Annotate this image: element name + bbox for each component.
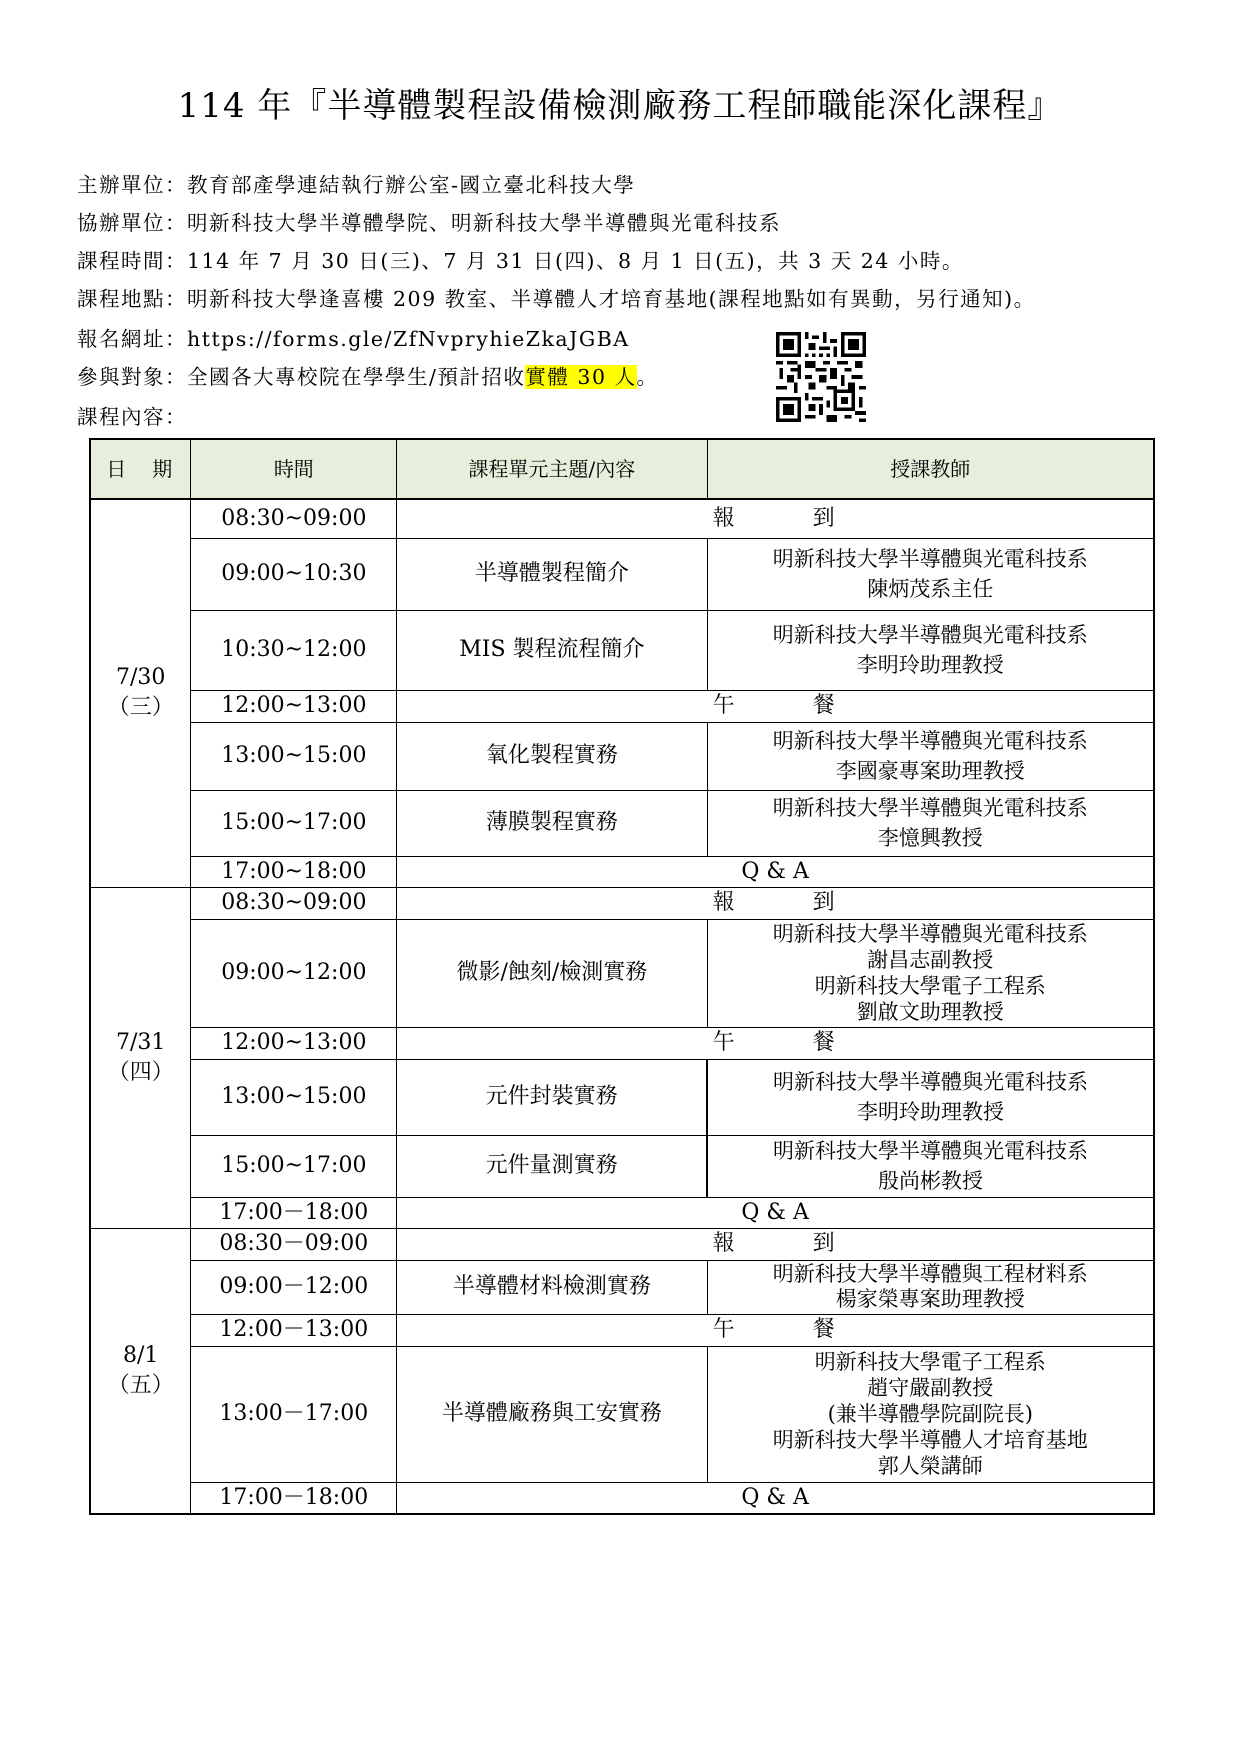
time-cell: 13:00~15:00: [191, 722, 397, 790]
lecturer-cell: [707, 790, 1154, 856]
qa-cell: Q & A: [397, 1482, 1154, 1514]
topic-cell: 半導體廠務與工安實務: [397, 1346, 707, 1482]
topic-cell: 半導體材料檢測實務: [397, 1260, 707, 1314]
time-cell: 12:00－13:00: [191, 1314, 397, 1346]
table-row: [90, 610, 1154, 690]
time-cell: 17:00－18:00: [191, 1197, 397, 1228]
table-row: [90, 1027, 1154, 1059]
lecturer-cell: [707, 610, 1154, 690]
time-cell: 08:30~09:00: [191, 499, 397, 538]
time-cell: 17:00－18:00: [191, 1482, 397, 1514]
topic-cell: 半導體製程簡介: [397, 538, 707, 610]
lecturer-line: 李國豪專案助理教授: [835, 759, 1025, 783]
lecturer-line: 明新科技大學半導體與光電科技系: [772, 796, 1088, 820]
lecturer-line: (兼半導體學院副院長): [827, 1402, 1033, 1426]
lecturer-line: 明新科技大學半導體與光電科技系: [773, 1070, 1089, 1094]
time-cell: 08:30－09:00: [191, 1228, 397, 1260]
topic-cell: 氧化製程實務: [397, 722, 707, 790]
time-cell: 13:00－17:00: [191, 1346, 397, 1482]
lecturer-line: 李憶興教授: [877, 826, 983, 850]
date-cell-day1: [90, 499, 191, 887]
time-cell: 09:00~10:30: [191, 538, 397, 610]
registration-cell: 報 到: [397, 1228, 1154, 1260]
date: 7/31: [116, 1029, 166, 1055]
lecturer-line: 明新科技大學電子工程系: [814, 1350, 1046, 1374]
lecturer-line: 劉啟文助理教授: [856, 1000, 1004, 1024]
topic-cell: MIS 製程流程簡介: [397, 610, 707, 690]
lecturer-line: 明新科技大學半導體與光電科技系: [772, 623, 1088, 647]
lecturer-line: 謝昌志副教授: [867, 948, 994, 972]
table-row: [90, 722, 1154, 790]
lecturer-line: 明新科技大學半導體與工程材料系: [772, 1262, 1088, 1286]
topic-cell: 微影/蝕刻/檢測實務: [397, 919, 707, 1027]
lecturer-line: 郭人榮講師: [877, 1454, 983, 1478]
time-cell: 10:30~12:00: [191, 610, 397, 690]
lunch-cell: 午 餐: [397, 1027, 1154, 1059]
lunch-cell: 午 餐: [397, 1314, 1154, 1346]
page-title: 114 年『半導體製程設備檢測廠務工程師職能深化課程』: [177, 86, 1063, 126]
header-time: 時間: [191, 439, 397, 499]
organizer: 主辦單位：教育部產學連結執行辦公室-國立臺北科技大學: [77, 173, 636, 197]
table-row: [90, 1197, 1154, 1228]
table-row: [90, 538, 1154, 610]
co-organizer: 協辦單位：明新科技大學半導體學院、明新科技大學半導體與光電科技系: [77, 211, 781, 235]
time-cell: 17:00~18:00: [191, 856, 397, 887]
qr-code-icon[interactable]: [776, 332, 866, 422]
course-schedule-table: [89, 438, 1155, 1515]
lecturer-line: 明新科技大學半導體與光電科技系: [773, 1139, 1089, 1163]
topic-cell: 元件量測實務: [397, 1135, 707, 1197]
table-row: [90, 1314, 1154, 1346]
weekday: （四）: [107, 1059, 174, 1085]
time-cell: 15:00~17:00: [191, 790, 397, 856]
lecturer-cell: [707, 1260, 1154, 1314]
time-cell: 12:00~13:00: [191, 690, 397, 722]
table-row: [90, 856, 1154, 887]
lecturer-line: 明新科技大學半導體與光電科技系: [772, 729, 1088, 753]
weekday: （三）: [107, 695, 174, 721]
registration-cell: 報 到: [397, 887, 1154, 919]
registration-url[interactable]: 報名網址：https://forms.gle/ZfNvpryhieZkaJGBA: [77, 327, 630, 351]
lecturer-cell: [707, 1135, 1154, 1197]
date: 8/1: [123, 1342, 159, 1368]
table-row: [90, 919, 1154, 1027]
date: 7/30: [116, 665, 166, 691]
table-row: [90, 1482, 1154, 1514]
table-row: [90, 1260, 1154, 1314]
time-cell: 08:30~09:00: [191, 887, 397, 919]
table-row: [90, 1135, 1154, 1197]
course-time: 課程時間：114 年 7 月 30 日(三)、7 月 31 日(四)、8 月 1 日(五)，共 3 天 24 小時。: [77, 249, 964, 273]
time-cell: 15:00~17:00: [191, 1135, 397, 1197]
table-row: [90, 499, 1154, 538]
lecturer-cell: [707, 1346, 1154, 1482]
registration-cell: 報 到: [397, 499, 1154, 538]
topic-cell: 元件封裝實務: [397, 1059, 707, 1135]
course-location: 課程地點：明新科技大學逢喜樓 209 教室、半導體人才培育基地(課程地點如有異動，另行通知)。: [77, 287, 1036, 311]
header-date: 日 期: [90, 439, 191, 499]
content-label: 課程內容：: [77, 405, 187, 429]
lecturer-cell: [707, 722, 1154, 790]
audience-highlight: 實體 30 人: [525, 365, 637, 389]
lunch-cell: 午 餐: [397, 690, 1154, 722]
lecturer-line: 李明玲助理教授: [856, 653, 1004, 677]
lecturer-line: 明新科技大學半導體人才培育基地: [772, 1428, 1088, 1452]
time-cell: 09:00－12:00: [191, 1260, 397, 1314]
date-cell-day3: [90, 1228, 191, 1514]
table-row: [90, 1059, 1154, 1135]
time-cell: 13:00~15:00: [191, 1059, 397, 1135]
table-row: [90, 690, 1154, 722]
time-cell: 09:00~12:00: [191, 919, 397, 1027]
table-header-row: [90, 439, 1154, 499]
topic-cell: 薄膜製程實務: [397, 790, 707, 856]
lecturer-line: 明新科技大學電子工程系: [814, 974, 1046, 998]
audience: [77, 360, 659, 390]
lecturer-line: 明新科技大學半導體與光電科技系: [772, 922, 1088, 946]
qa-cell: Q & A: [397, 856, 1154, 887]
audience-prefix: 參與對象：全國各大專校院在學學生/預計招收: [77, 365, 526, 389]
table-row: [90, 790, 1154, 856]
lecturer-line: 明新科技大學半導體與光電科技系: [772, 547, 1088, 571]
header-lecturer: 授課教師: [707, 439, 1154, 499]
table-row: [90, 1228, 1154, 1260]
lecturer-line: 陳炳茂系主任: [867, 577, 994, 601]
header-topic: 課程單元主題/內容: [397, 439, 707, 499]
lecturer-line: 李明玲助理教授: [857, 1100, 1005, 1124]
lecturer-cell: [707, 919, 1154, 1027]
table-row: [90, 1346, 1154, 1482]
lecturer-line: 趙守嚴副教授: [867, 1376, 994, 1400]
weekday: （五）: [107, 1372, 174, 1398]
table-row: [90, 887, 1154, 919]
lecturer-cell: [707, 538, 1154, 610]
lecturer-cell: [707, 1059, 1154, 1135]
lecturer-line: 殷尚彬教授: [878, 1169, 984, 1193]
time-cell: 12:00~13:00: [191, 1027, 397, 1059]
lecturer-line: 楊家榮專案助理教授: [835, 1287, 1025, 1311]
qa-cell: Q & A: [397, 1197, 1154, 1228]
date-cell-day2: [90, 887, 191, 1228]
audience-suffix: 。: [636, 365, 659, 389]
